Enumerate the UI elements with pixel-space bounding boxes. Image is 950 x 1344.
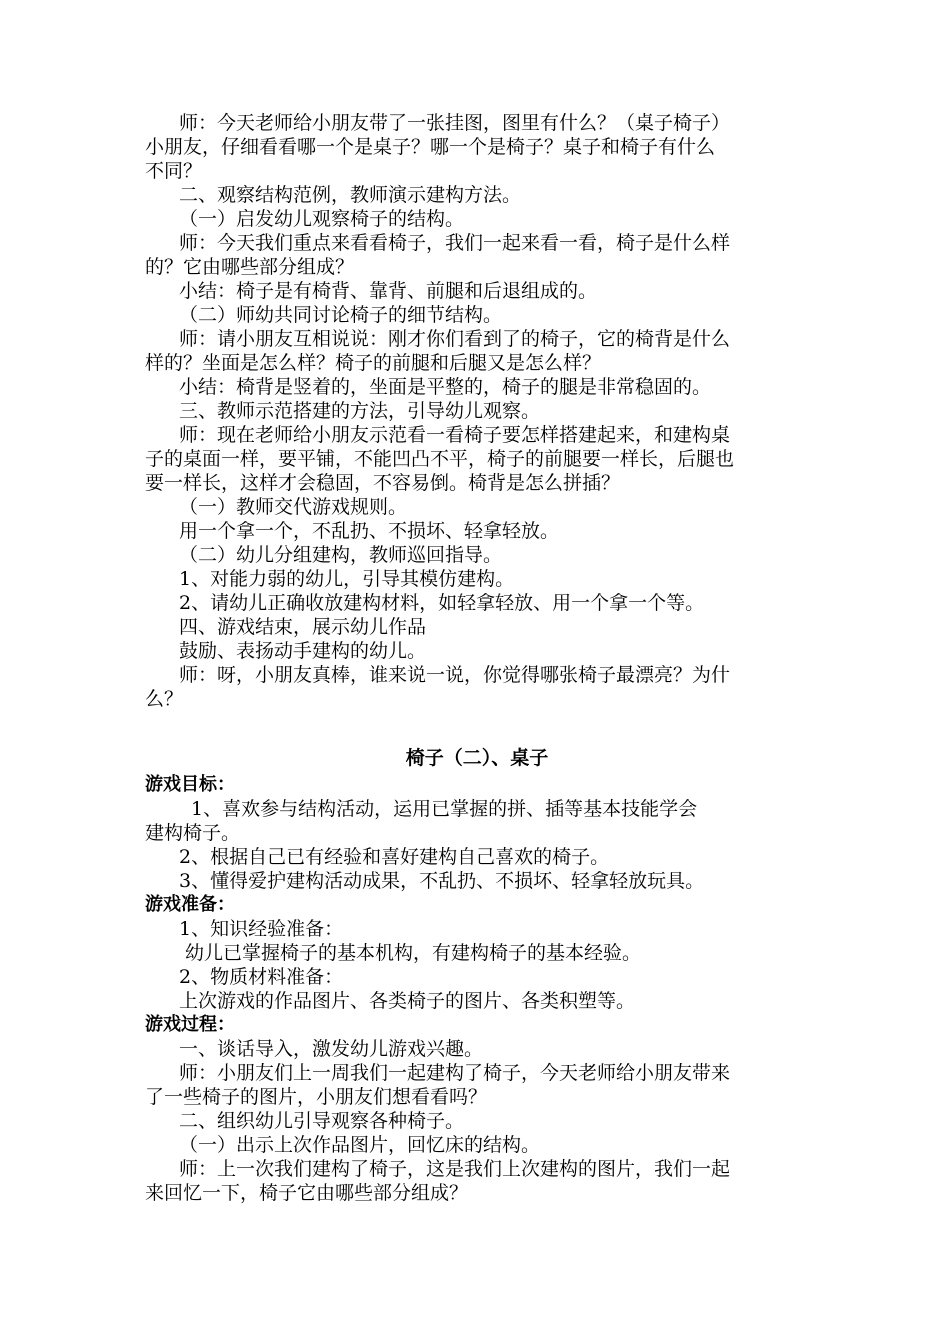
paragraph-line: 小结：椅子是有椅背、靠背、前腿和后退组成的。 (179, 280, 598, 302)
paragraph-line: 三、教师示范搭建的方法，引导幼儿观察。 (179, 400, 541, 422)
paragraph-line: 子的桌面一样，要平铺，不能凹凸不平，椅子的前腿要一样长，后腿也 (145, 448, 735, 470)
goal-line: 1、喜欢参与结构活动，运用已掌握的拼、插等基本技能学会 (191, 798, 698, 820)
goal-line: 2、根据自己已有经验和喜好建构自己喜欢的椅子。 (179, 846, 610, 868)
paragraph-line: 样的？坐面是怎么样？椅子的前腿和后腿又是怎么样？ (145, 352, 602, 374)
paragraph-line: 小朋友，仔细看看哪一个是桌子？哪一个是椅子？桌子和椅子有什么 (145, 136, 716, 158)
process-line: 师：小朋友们上一周我们一起建构了椅子，今天老师给小朋友带来 (179, 1062, 731, 1084)
paragraph-line: 2、请幼儿正确收放建构材料，如轻拿轻放、用一个拿一个等。 (179, 592, 705, 614)
process-line: 二、组织幼儿引导观察各种椅子。 (179, 1110, 465, 1132)
process-heading: 游戏过程： (145, 1014, 235, 1035)
process-line: 一、谈话导入，激发幼儿游戏兴趣。 (179, 1038, 484, 1060)
paragraph-line: 么？ (145, 688, 184, 710)
paragraph-line: 师：今天老师给小朋友带了一张挂图，图里有什么？（桌子椅子） (179, 112, 731, 134)
prep-line: 2、物质材料准备： (179, 966, 344, 988)
paragraph-line: （一）教师交代游戏规则。 (179, 496, 408, 518)
paragraph-line: （二）幼儿分组建构，教师巡回指导。 (179, 544, 503, 566)
paragraph-line: 要一样长，这样才会稳固，不容易倒。椅背是怎么拼插？ (145, 472, 621, 494)
paragraph-line: 师：请小朋友互相说说：刚才你们看到了的椅子，它的椅背是什么 (179, 328, 731, 350)
process-line: 师：上一次我们建构了椅子，这是我们上次建构的图片，我们一起 (179, 1158, 731, 1180)
process-line: 了一些椅子的图片，小朋友们想看看吗？ (145, 1086, 488, 1108)
document-page (145, 111, 809, 1205)
paragraph-line: 四、游戏结束，展示幼儿作品 (179, 616, 427, 638)
paragraph-line: （一）启发幼儿观察椅子的结构。 (179, 208, 465, 230)
goal-line: 建构椅子。 (145, 822, 241, 844)
process-line: 来回忆一下，椅子它由哪些部分组成？ (145, 1182, 469, 1204)
paragraph-line: 二、观察结构范例，教师演示建构方法。 (179, 184, 522, 206)
process-line: （一）出示上次作品图片，回忆床的结构。 (179, 1134, 541, 1156)
paragraph-line: （二）师幼共同讨论椅子的细节结构。 (179, 304, 503, 326)
goals-heading: 游戏目标： (145, 774, 235, 795)
blank-line (145, 711, 809, 743)
paragraph-line: 1、对能力弱的幼儿，引导其模仿建构。 (179, 568, 515, 590)
paragraph-line: 师：呀，小朋友真棒，谁来说一说，你觉得哪张椅子最漂亮？为什 (179, 664, 731, 686)
paragraph-line: 师：今天我们重点来看看椅子，我们一起来看一看，椅子是什么样 (179, 232, 731, 254)
paragraph-line: 师：现在老师给小朋友示范看一看椅子要怎样搭建起来，和建构桌 (179, 424, 731, 446)
section-title: 椅子（二）、桌子 (405, 747, 549, 769)
prep-line: 上次游戏的作品图片、各类椅子的图片、各类积塑等。 (179, 990, 636, 1012)
paragraph-line: 的？它由哪些部分组成？ (145, 256, 355, 278)
paragraph-line: 用一个拿一个，不乱扔、不损坏、轻拿轻放。 (179, 520, 560, 542)
paragraph-line: 鼓励、表扬动手建构的幼儿。 (179, 640, 427, 662)
prep-line: 1、知识经验准备： (179, 918, 344, 940)
goal-line: 3、懂得爱护建构活动成果，不乱扔、不损坏、轻拿轻放玩具。 (179, 870, 705, 892)
paragraph-line: 小结：椅背是竖着的，坐面是平整的，椅子的腿是非常稳固的。 (179, 376, 712, 398)
paragraph-line: 不同？ (145, 160, 203, 182)
prep-heading: 游戏准备： (145, 894, 235, 915)
prep-line: 幼儿已掌握椅子的基本机构，有建构椅子的基本经验。 (185, 942, 642, 964)
